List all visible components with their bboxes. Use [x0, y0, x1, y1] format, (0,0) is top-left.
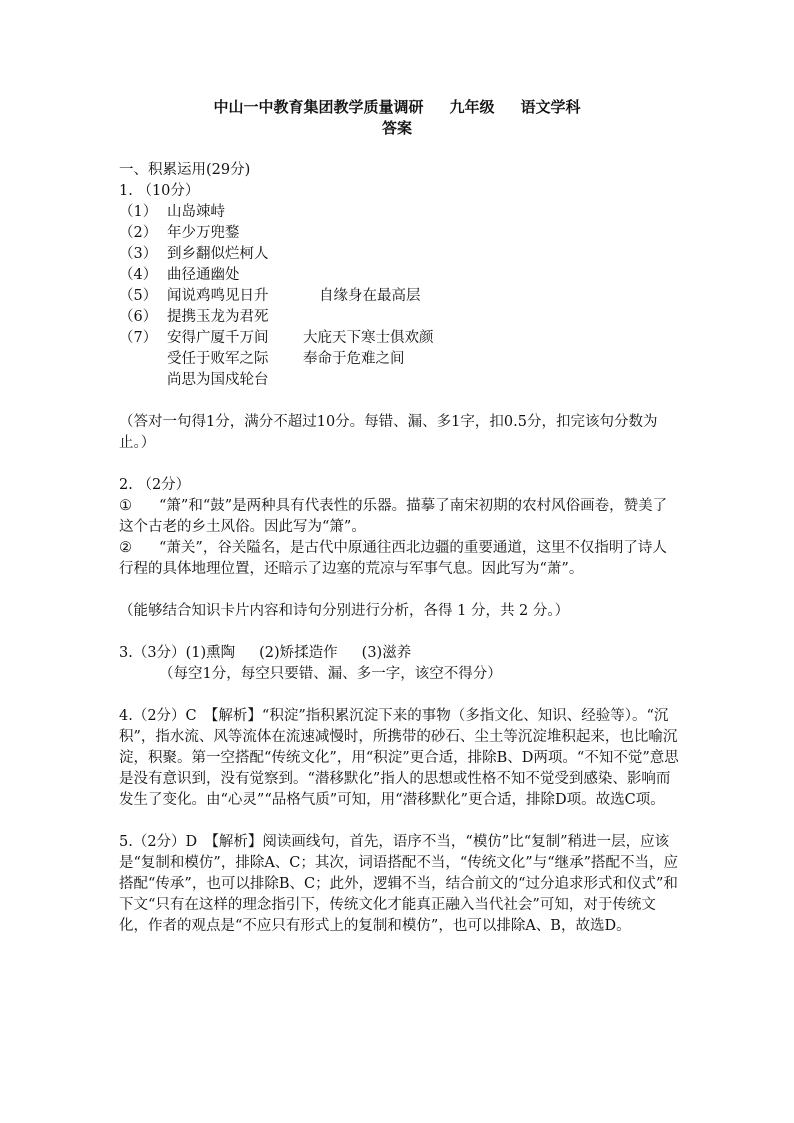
- q1-item-number: （6）: [119, 309, 158, 325]
- title-grade: 九年级: [449, 98, 495, 116]
- q1-item-7: [119, 328, 679, 349]
- q1-item-number: （5）: [119, 288, 158, 304]
- title-subject: 语文学科: [520, 98, 581, 116]
- q1-answer: 尚思为国戍轮台: [167, 372, 269, 388]
- q1-answer: 山岛竦峙: [167, 204, 225, 220]
- q1-answer-second: 大庇天下寒士俱欢颜: [303, 330, 434, 346]
- q2-label: 2. （2分）: [119, 477, 191, 493]
- q1-label: 1. （10分）: [119, 183, 200, 199]
- q3-scoring-note: （每空1分，每空只要错、漏、多一字，该空不得分）: [159, 666, 502, 682]
- q2-scoring-note: （能够结合知识卡片内容和诗句分别进行分析，各得 1 分，共 2 分。）: [119, 603, 570, 619]
- q1-answer-second: 奉命于危难之间: [303, 351, 405, 367]
- q5-answer: 5.（2分）D 【解析】阅读画线句，首先，语序不当，“模仿”比“复制”稍进一层，应该是“复制和模仿”，排除A、C；其次，词语搭配不当，“传统文化”与“继承”搭配不当，应搭配“传承”，也可以排除B、C；此外，逻辑不当，结合前文的“过分追求形式和仪式”和下文“只有在这样的理念指引下，传统文化才能真正融入当代社会”可知，对于传统文化，作者的观点是“不应只有形式上的复制和模仿”，也可以排除A、B，故选D。: [119, 834, 679, 934]
- q1-item-4: [119, 265, 679, 286]
- q1-answer: 年少万兜鍪: [167, 225, 240, 241]
- q2-answer-2: [119, 538, 679, 580]
- q3-answer-2: (2)矫揉造作: [259, 645, 338, 661]
- q3-answer: [119, 643, 679, 664]
- q1-answer: 曲径通幽处: [167, 267, 240, 283]
- q1-item-1: [119, 202, 679, 223]
- q1-answer: 提携玉龙为君死: [167, 309, 269, 325]
- q1-item-6: [119, 307, 679, 328]
- q1-answer: 受任于败军之际: [167, 351, 269, 367]
- q1-answer-second: 自缘身在最高层: [319, 288, 421, 304]
- q3-answer-1: (1)熏陶: [185, 645, 236, 661]
- document-title: [0, 97, 794, 118]
- q1-item-7-line-3: [119, 370, 679, 391]
- title-main: 中山一中教育集团教学质量调研: [213, 98, 424, 116]
- q3-answer-3: (3)滋养: [361, 645, 412, 661]
- q1-item-number: （2）: [119, 225, 158, 241]
- section-heading: 一、积累运用(29分): [119, 162, 251, 178]
- q2-answer-1-text: “箫”和“鼓”是两种具有代表性的乐器。描摹了南宋初期的农村风俗画卷，赞美了这个古老的乡土风俗。因此写为“箫”。: [119, 498, 668, 535]
- q1-item-3: [119, 244, 679, 265]
- q1-item-2: [119, 223, 679, 244]
- q1-item-5: [119, 286, 679, 307]
- circled-number-1: ①: [119, 498, 132, 514]
- q3-label: 3.（3分）: [119, 645, 186, 661]
- q1-item-number: （1）: [119, 204, 158, 220]
- q1-answer: 到乡翻似烂柯人: [167, 246, 269, 262]
- document-subtitle: 答案: [381, 119, 412, 137]
- q1-item-number: （3）: [119, 246, 158, 262]
- q1-answer: 闻说鸡鸣见日升: [167, 288, 269, 304]
- q2-answer-1: [119, 496, 679, 538]
- q4-answer: 4.（2分）C 【解析】“积淀”指积累沉淀下来的事物（多指文化、知识、经验等）。“沉积”，指水流、风等流体在流速减慢时，所携带的砂石、尘土等沉淀堆积起来，也比喻沉淀，积聚。第一空搭配“传统文化”，用“积淀”更合适，排除B、D两项。“不知不觉”意思是没有意识到，没有觉察到。“潜移默化”指人的思想或性格不知不觉受到感染、影响而发生了变化。由“心灵”“品格气质”可知，用“潜移默化”更合适，排除D项。故选C项。: [119, 708, 679, 808]
- answer-content: [119, 160, 679, 937]
- q2-answer-2-text: “萧关”，谷关隘名，是古代中原通往西北边疆的重要通道，这里不仅指明了诗人行程的具体地理位置，还暗示了边塞的荒凉与军事气息。因此写为“萧”。: [119, 540, 667, 577]
- q1-item-number: （4）: [119, 267, 158, 283]
- circled-number-2: ②: [119, 540, 132, 556]
- q1-item-7-line-2: [119, 349, 679, 370]
- q1-scoring-note: （答对一句得1分，满分不超过10分。每错、漏、多1字，扣0.5分，扣完该句分数为止。）: [119, 414, 658, 451]
- q1-answer: 安得广厦千万间: [167, 330, 269, 346]
- q1-item-number: （7）: [119, 330, 158, 346]
